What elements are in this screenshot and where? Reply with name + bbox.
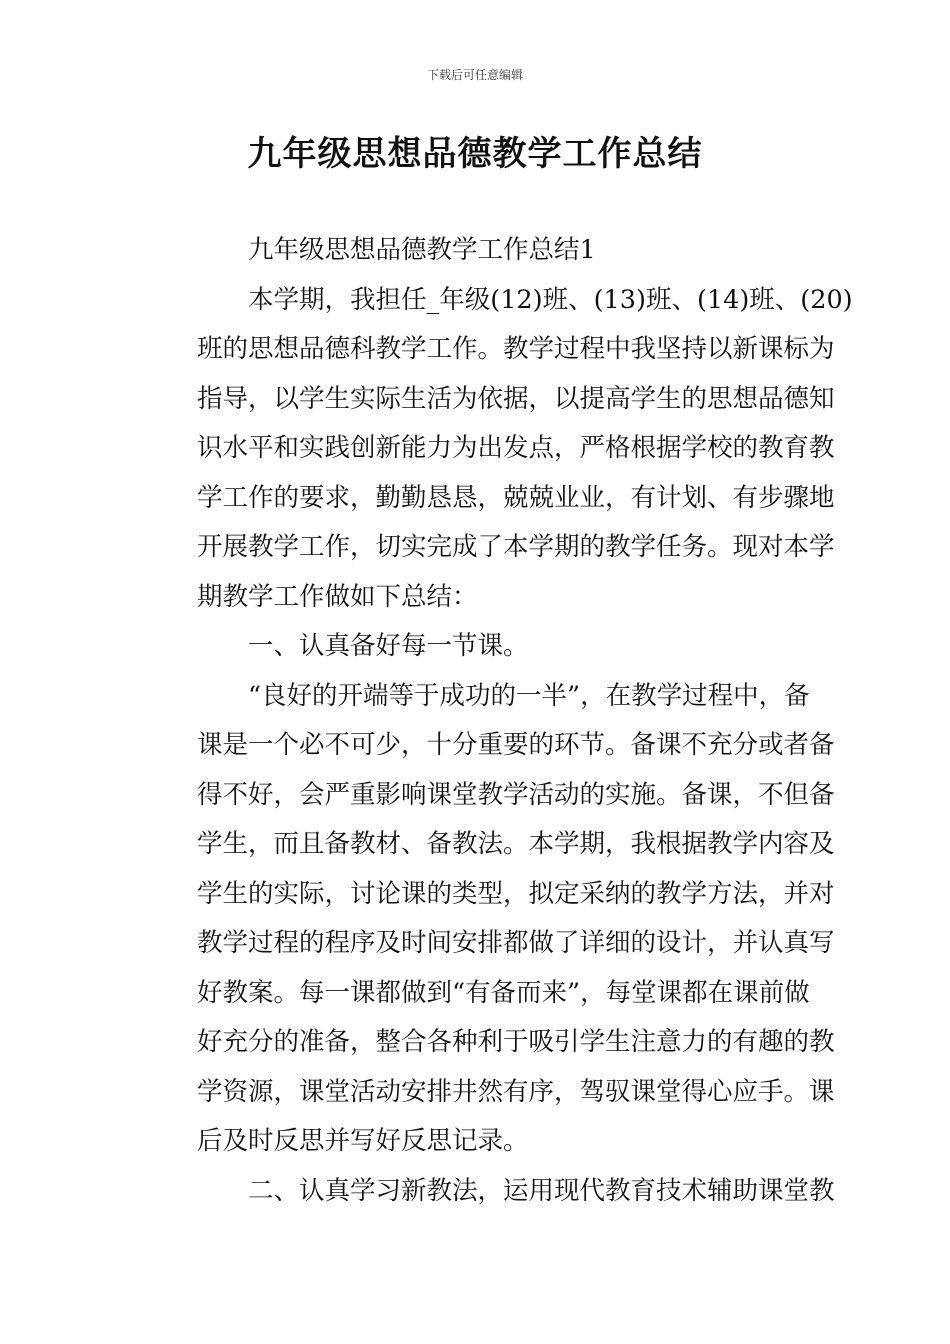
section-heading-2 [146,1167,835,1217]
text-line: 后及时反思并写好反思记录。 [197,1126,529,1156]
text-line: 学资源，课堂活动安排井然有序，驾驭课堂得心应手。课 [197,1076,835,1107]
text-line: 期教学工作做如下总结： [197,581,478,612]
text-line: 得不好，会严重影响课堂教学活动的实施。备课，不但备 [197,779,835,810]
paragraph-subtitle [146,226,806,276]
section-heading-1 [146,622,806,672]
text-line: 学生，而且备教材、备教法。本学期，我根据教学内容及 [197,829,835,859]
text-line: 开展教学工作，切实完成了本学期的教学任务。现对本学 [197,532,835,562]
text-line: 学工作的要求，勤勤恳恳，兢兢业业，有计划、有步骤地 [197,482,835,513]
header-note: 下载后可任意编辑 [426,68,523,82]
document-body [146,226,853,1216]
text-line: 一、认真备好每一节课。 [248,631,529,661]
text-line: 好教案。每一课都做到“有备而来”，每堂课都在课前做 [197,977,810,1008]
text-line: 九年级思想品德教学工作总结1 [248,235,596,265]
text-line: 课是一个必不可少，十分重要的环节。备课不充分或者备 [197,730,835,760]
text-line: 指导，以学生实际生活为依据，以提高学生的思想品德知 [197,383,835,414]
text-line: 二、认真学习新教法，运用现代教育技术辅助课堂教 [248,1175,835,1206]
document-title: 九年级思想品德教学工作总结 [247,134,703,174]
text-line: 识水平和实践创新能力为出发点，严格根据学校的教育教 [197,433,835,463]
text-line: “良好的开端等于成功的一半”，在教学过程中，备 [248,680,810,711]
text-line: 教学过程的程序及时间安排都做了详细的设计，并认真写 [197,928,835,958]
text-line: 好充分的准备，整合各种利于吸引学生注意力的有趣的教 [197,1027,835,1057]
text-line: 本学期，我担任_年级(12)班、(13)班、(14)班、(20) [248,284,853,315]
paragraph-lesson-prep [146,672,835,1167]
text-line: 班的思想品德科教学工作。教学过程中我坚持以新课标为 [197,334,835,364]
text-line: 学生的实际，讨论课的类型，拟定采纳的教学方法，并对 [197,878,835,909]
paragraph-intro [146,276,853,623]
